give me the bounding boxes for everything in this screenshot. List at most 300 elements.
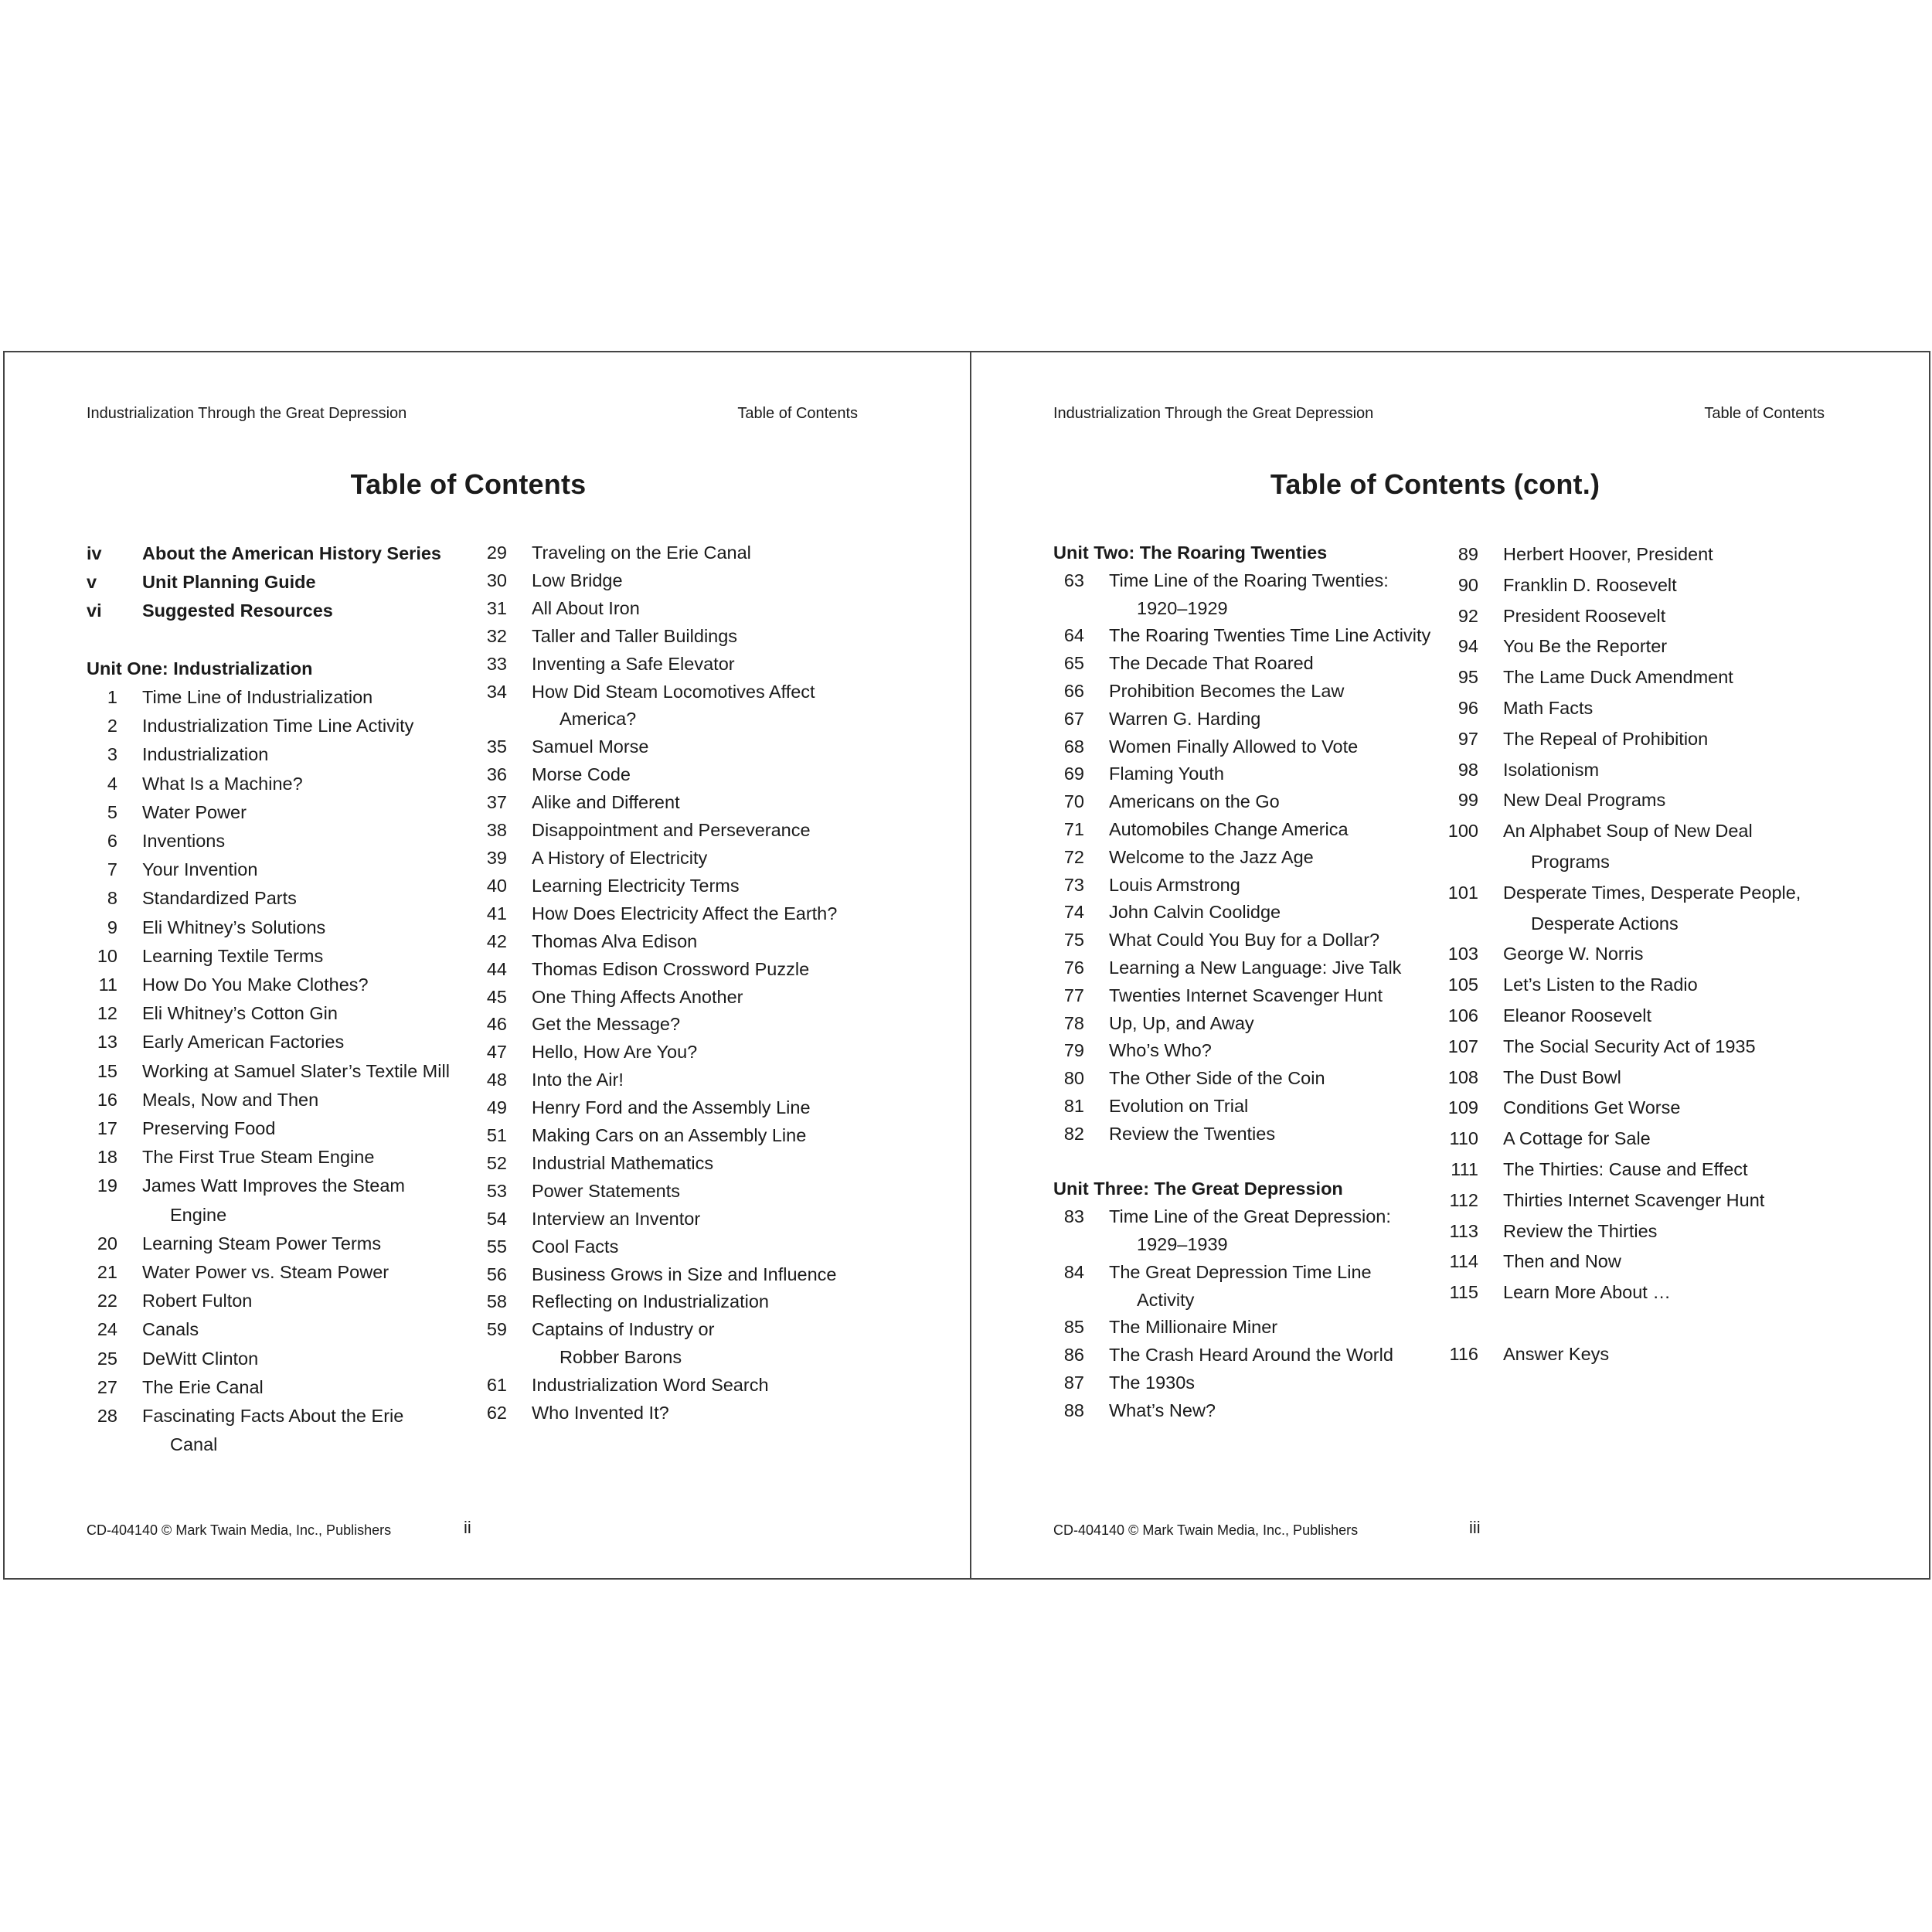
toc-entry-title: Water Power <box>142 801 247 822</box>
toc-entry <box>87 1114 473 1143</box>
toc-entry <box>87 1086 473 1114</box>
toc-page-number: 100 <box>1447 821 1478 842</box>
toc-entry <box>1053 816 1440 844</box>
toc-page-number: 27 <box>97 1376 117 1397</box>
toc-entry <box>87 1028 473 1056</box>
toc-page-number: 9 <box>107 917 117 937</box>
toc-entry <box>476 1066 940 1094</box>
toc-page-number: 28 <box>97 1406 117 1427</box>
toc-page-number: 16 <box>97 1089 117 1110</box>
toc-page-number: 70 <box>1063 791 1084 812</box>
toc-page-number: 12 <box>97 1003 117 1024</box>
toc-page-number: 48 <box>486 1070 507 1090</box>
toc-page-number: 113 <box>1449 1220 1478 1241</box>
toc-entry <box>1053 844 1440 872</box>
toc-entry-title: The Roaring Twenties Time Line Activity <box>1109 625 1431 646</box>
toc-page-number: 81 <box>1063 1095 1084 1116</box>
toc-entry-title: Prohibition Becomes the Law <box>1109 680 1345 701</box>
toc-entry <box>87 1402 473 1459</box>
toc-page-number: 46 <box>486 1014 507 1035</box>
toc-entry-title: Inventions <box>142 831 226 852</box>
toc-entry <box>1053 1037 1440 1065</box>
toc-page-number: 83 <box>1063 1206 1084 1227</box>
toc-page-number: 116 <box>1449 1343 1478 1364</box>
toc-column-2 <box>476 539 940 1427</box>
toc-entry-continuation: 1920–1929 <box>1137 597 1228 618</box>
toc-page-number: 99 <box>1458 790 1478 811</box>
toc-page-number: 3 <box>107 744 117 765</box>
toc-entry-title: Thirties Internet Scavenger Hunt <box>1503 1189 1765 1210</box>
toc-page-number: 76 <box>1063 957 1084 978</box>
toc-entry <box>476 1039 940 1066</box>
toc-page-number: 25 <box>97 1348 117 1369</box>
running-header-right: Table of Contents <box>1704 405 1825 422</box>
toc-page-number: 38 <box>486 820 507 841</box>
toc-page-number: 105 <box>1447 975 1478 995</box>
toc-page-number: 29 <box>486 543 507 563</box>
running-header-left: Industrialization Through the Great Depression <box>1053 405 1374 422</box>
footer-copyright: CD-404140 © Mark Twain Media, Inc., Publishers <box>1053 1522 1359 1538</box>
toc-entry-title: Learning Steam Power Terms <box>142 1233 382 1253</box>
toc-entry-title: Flaming Youth <box>1109 764 1224 784</box>
toc-entry-title: Review the Twenties <box>1109 1123 1276 1144</box>
toc-entry-title: Who Invented It? <box>532 1403 669 1423</box>
toc-page-number: 73 <box>1063 874 1084 895</box>
right-page <box>971 352 1932 1578</box>
toc-page-number: 51 <box>486 1125 507 1146</box>
toc-page-number: 32 <box>486 625 507 646</box>
toc-entry-title: James Watt Improves the Steam <box>142 1175 405 1196</box>
toc-entry <box>87 855 473 884</box>
toc-entry-title: Women Finally Allowed to Vote <box>1109 736 1359 757</box>
toc-entry <box>1447 939 1834 970</box>
toc-entry <box>87 1373 473 1402</box>
toc-entry <box>1053 1093 1440 1121</box>
toc-entry <box>1447 970 1834 1001</box>
toc-page-number: 33 <box>486 653 507 674</box>
toc-entry-title: Meals, Now and Then <box>142 1089 319 1110</box>
toc-spacer <box>87 626 473 655</box>
toc-entry <box>1447 570 1834 601</box>
toc-entry-title: Eli Whitney’s Solutions <box>142 917 326 937</box>
toc-entry-continuation: Canal <box>170 1434 218 1455</box>
toc-entry <box>476 845 940 872</box>
toc-page-number: 13 <box>97 1032 117 1053</box>
toc-entry <box>1053 1121 1440 1148</box>
toc-page-number: 40 <box>486 875 507 896</box>
toc-entry <box>1447 1185 1834 1216</box>
toc-page-number: 52 <box>486 1152 507 1173</box>
toc-entry <box>1447 1063 1834 1094</box>
toc-page-number: 17 <box>97 1118 117 1139</box>
book-spread <box>3 351 1930 1580</box>
toc-entry <box>1053 622 1440 650</box>
toc-page-number: 75 <box>1063 930 1084 951</box>
toc-page-number: 84 <box>1063 1261 1084 1282</box>
toc-entry-title: Conditions Get Worse <box>1503 1097 1681 1118</box>
toc-entry-title: About the American History Series <box>142 543 441 563</box>
toc-entry-continuation: Programs <box>1531 851 1610 872</box>
toc-page-number: 59 <box>486 1319 507 1340</box>
page-number: iii <box>1469 1518 1481 1537</box>
toc-entry-title: Taller and Taller Buildings <box>532 625 738 646</box>
toc-entry-title: Early American Factories <box>142 1032 345 1053</box>
unit-heading: Unit One: Industrialization <box>87 658 313 679</box>
toc-page-number: iv <box>87 543 102 563</box>
toc-entry <box>1447 878 1834 940</box>
toc-entry-title: Suggested Resources <box>142 600 333 621</box>
toc-entry <box>476 817 940 845</box>
footer-copyright: CD-404140 © Mark Twain Media, Inc., Publishers <box>87 1522 392 1538</box>
toc-entry-title: Power Statements <box>532 1180 681 1201</box>
toc-entry <box>1447 1247 1834 1277</box>
toc-entry <box>476 679 940 734</box>
toc-entry-title: Isolationism <box>1503 759 1600 780</box>
toc-page-number: 103 <box>1447 944 1478 964</box>
toc-entry <box>87 942 473 971</box>
toc-entry-title: John Calvin Coolidge <box>1109 902 1281 923</box>
toc-page-number: 90 <box>1458 574 1478 595</box>
toc-entry-title: Desperate Times, Desperate People, <box>1503 882 1801 903</box>
toc-entry-title: Standardized Parts <box>142 888 297 909</box>
toc-page-number: 78 <box>1063 1012 1084 1033</box>
toc-entry <box>476 956 940 984</box>
toc-entry-title: An Alphabet Soup of New Deal <box>1503 821 1753 842</box>
toc-entry-title: George W. Norris <box>1503 944 1644 964</box>
toc-page-number: 45 <box>486 986 507 1007</box>
toc-entry-title: The Crash Heard Around the World <box>1109 1345 1393 1366</box>
toc-entry <box>1447 1001 1834 1032</box>
toc-entry-title: All About Iron <box>532 597 640 618</box>
toc-entry-title: Warren G. Harding <box>1109 708 1261 729</box>
toc-entry <box>1053 733 1440 761</box>
toc-entry-title: Industrialization Word Search <box>532 1375 769 1396</box>
toc-entry <box>87 1143 473 1172</box>
toc-entry-title: Learning a New Language: Jive Talk <box>1109 957 1402 978</box>
toc-column-1 <box>1053 539 1440 1425</box>
toc-page-number: 94 <box>1458 636 1478 657</box>
toc-page-number: 44 <box>486 958 507 979</box>
toc-entry-title: Interview an Inventor <box>532 1208 701 1229</box>
toc-entry-title: Industrialization <box>142 744 269 765</box>
toc-page-number: 41 <box>486 903 507 923</box>
toc-entry-title: One Thing Affects Another <box>532 986 743 1007</box>
toc-entry <box>1447 631 1834 662</box>
toc-entry-title: Your Invention <box>142 859 258 880</box>
toc-entry-title: Americans on the Go <box>1109 791 1280 812</box>
toc-entry <box>1053 760 1440 788</box>
toc-entry-title: Reflecting on Industrialization <box>532 1291 769 1312</box>
toc-entry-title: Math Facts <box>1503 697 1594 718</box>
toc-page-number: 82 <box>1063 1123 1084 1144</box>
toc-page-number: vi <box>87 600 102 621</box>
toc-entry <box>1447 816 1834 878</box>
toc-entry-title: Evolution on Trial <box>1109 1095 1249 1116</box>
toc-page-number: 72 <box>1063 846 1084 867</box>
toc-page-number: 69 <box>1063 764 1084 784</box>
toc-entry-title: Traveling on the Erie Canal <box>532 543 751 563</box>
toc-page-number: 64 <box>1063 625 1084 646</box>
toc-page-number: 96 <box>1458 697 1478 718</box>
toc-entry <box>1447 601 1834 632</box>
toc-entry-title: How Does Electricity Affect the Earth? <box>532 903 838 923</box>
toc-entry-title: The Other Side of the Coin <box>1109 1068 1325 1089</box>
toc-entry-title: Industrial Mathematics <box>532 1152 714 1173</box>
toc-page-number: 10 <box>97 945 117 966</box>
toc-page-number: 77 <box>1063 985 1084 1005</box>
toc-entry <box>1053 1010 1440 1038</box>
toc-entry <box>87 1230 473 1258</box>
toc-entry-title: Henry Ford and the Assembly Line <box>532 1097 811 1118</box>
toc-entry-title: Captains of Industry or <box>532 1319 715 1340</box>
toc-entry <box>87 913 473 942</box>
toc-page-number: 36 <box>486 764 507 785</box>
toc-entry-title: The 1930s <box>1109 1372 1196 1393</box>
toc-entry <box>476 567 940 595</box>
toc-entry-title: Hello, How Are You? <box>532 1042 698 1063</box>
toc-page-number: 4 <box>107 773 117 794</box>
toc-entry <box>1053 788 1440 816</box>
toc-page-number: 42 <box>486 930 507 951</box>
toc-spacer <box>1447 1308 1834 1339</box>
toc-entry-title: Time Line of the Great Depression: <box>1109 1206 1391 1227</box>
toc-entry-title: How Did Steam Locomotives Affect <box>532 681 815 702</box>
toc-entry <box>1053 954 1440 982</box>
toc-page-number: 6 <box>107 831 117 852</box>
toc-entry <box>1447 785 1834 816</box>
toc-page-number: 110 <box>1449 1128 1478 1149</box>
toc-entry-title: What Could You Buy for a Dollar? <box>1109 930 1380 951</box>
toc-entry <box>1053 567 1440 623</box>
toc-page-number: 61 <box>486 1375 507 1396</box>
toc-entry-title: Time Line of Industrialization <box>142 687 373 707</box>
page-title: Table of Contents (cont.) <box>1270 468 1600 500</box>
toc-page-number: 53 <box>486 1180 507 1201</box>
toc-entry <box>1447 1093 1834 1124</box>
toc-page-number: 2 <box>107 716 117 736</box>
toc-entry-title: Thomas Edison Crossword Puzzle <box>532 958 810 979</box>
toc-column-2 <box>1447 539 1834 1370</box>
toc-entry-title: Water Power vs. Steam Power <box>142 1262 389 1283</box>
toc-entry-title: The Great Depression Time Line <box>1109 1261 1372 1282</box>
toc-entry <box>1447 1339 1834 1370</box>
toc-page-number: 11 <box>98 975 117 995</box>
toc-entry-title: A History of Electricity <box>532 847 708 868</box>
toc-entry-title: Eli Whitney’s Cotton Gin <box>142 1003 338 1024</box>
toc-entry <box>1053 650 1440 678</box>
toc-entry-title: DeWitt Clinton <box>142 1348 259 1369</box>
toc-entry <box>476 1206 940 1233</box>
toc-entry <box>476 1316 940 1372</box>
toc-page-number: 89 <box>1458 544 1478 564</box>
toc-page-number: 74 <box>1063 902 1084 923</box>
toc-entry-title: The First True Steam Engine <box>142 1147 375 1168</box>
toc-entry <box>1447 724 1834 755</box>
toc-page-number: 65 <box>1063 653 1084 674</box>
toc-entry <box>87 683 473 712</box>
toc-page-number: 5 <box>107 801 117 822</box>
toc-entry <box>87 1057 473 1086</box>
toc-page-number: 108 <box>1447 1066 1478 1087</box>
toc-page-number: 31 <box>486 597 507 618</box>
toc-page-number: 101 <box>1447 882 1478 903</box>
toc-entry-title: Time Line of the Roaring Twenties: <box>1109 570 1389 590</box>
toc-entry-title: Learning Electricity Terms <box>532 875 740 896</box>
toc-page-number: 55 <box>486 1236 507 1257</box>
toc-entry-title: A Cottage for Sale <box>1503 1128 1651 1149</box>
toc-entry <box>1447 1155 1834 1185</box>
toc-entry <box>1447 1216 1834 1247</box>
toc-page-number: 47 <box>486 1042 507 1063</box>
toc-entry <box>1447 1124 1834 1155</box>
toc-entry-title: Welcome to the Jazz Age <box>1109 846 1314 867</box>
toc-entry <box>476 1233 940 1261</box>
toc-page-number: 7 <box>107 859 117 880</box>
toc-entry <box>476 1372 940 1400</box>
toc-page-number: 30 <box>486 570 507 590</box>
toc-entry-title: Preserving Food <box>142 1118 276 1139</box>
toc-entry-title: Morse Code <box>532 764 631 785</box>
toc-entry <box>87 827 473 855</box>
toc-page-number: 62 <box>486 1403 507 1423</box>
toc-page-number: 92 <box>1458 605 1478 626</box>
toc-entry <box>87 1345 473 1373</box>
toc-entry <box>87 798 473 827</box>
toc-entry <box>1053 1397 1440 1425</box>
toc-page-number: 22 <box>97 1291 117 1311</box>
toc-entry-title: The Erie Canal <box>142 1376 264 1397</box>
toc-entry <box>87 1172 473 1229</box>
toc-entry <box>87 597 473 625</box>
toc-entry <box>476 984 940 1012</box>
toc-page-number: 111 <box>1451 1158 1478 1179</box>
toc-entry-title: The Thirties: Cause and Effect <box>1503 1158 1748 1179</box>
toc-entry <box>1447 1032 1834 1063</box>
toc-entry <box>1053 1314 1440 1342</box>
toc-entry <box>476 789 940 817</box>
toc-entry-continuation: Robber Barons <box>560 1347 682 1368</box>
toc-entry-title: The Lame Duck Amendment <box>1503 667 1733 688</box>
toc-entry <box>476 539 940 567</box>
toc-entry <box>1053 872 1440 900</box>
toc-page-number: 114 <box>1449 1251 1478 1272</box>
toc-entry <box>476 1011 940 1039</box>
toc-entry <box>1053 1259 1440 1315</box>
toc-entry-title: How Do You Make Clothes? <box>142 975 369 995</box>
toc-entry <box>87 1287 473 1315</box>
toc-page-number: 15 <box>97 1060 117 1081</box>
toc-entry-title: Disappointment and Perseverance <box>532 820 811 841</box>
toc-entry-continuation: Activity <box>1137 1289 1195 1310</box>
running-header-right: Table of Contents <box>737 405 858 422</box>
toc-page-number: 88 <box>1063 1400 1084 1420</box>
toc-page-number: 49 <box>486 1097 507 1118</box>
toc-entry <box>476 1150 940 1178</box>
toc-entry-title: What Is a Machine? <box>142 773 303 794</box>
toc-page-number: 115 <box>1449 1282 1478 1303</box>
toc-entry-title: Franklin D. Roosevelt <box>1503 574 1677 595</box>
toc-entry <box>1053 678 1440 706</box>
toc-entry-title: Working at Samuel Slater’s Textile Mill <box>142 1060 450 1081</box>
toc-entry-title: Fascinating Facts About the Erie <box>142 1406 404 1427</box>
toc-entry <box>87 539 473 568</box>
toc-entry-title: What’s New? <box>1109 1400 1216 1420</box>
toc-entry <box>1053 927 1440 954</box>
toc-entry-title: Into the Air! <box>532 1070 624 1090</box>
toc-entry <box>476 1122 940 1150</box>
toc-page-number: 35 <box>486 736 507 757</box>
toc-page-number: 107 <box>1447 1036 1478 1056</box>
toc-page-number: v <box>87 572 97 593</box>
toc-entry <box>476 651 940 679</box>
toc-entry-title: The Social Security Act of 1935 <box>1503 1036 1756 1056</box>
toc-entry-title: Business Grows in Size and Influence <box>532 1264 837 1284</box>
toc-page-number: 56 <box>486 1264 507 1284</box>
toc-entry <box>1447 693 1834 724</box>
toc-page-number: 87 <box>1063 1372 1084 1393</box>
toc-page-number: 66 <box>1063 680 1084 701</box>
toc-column-1 <box>87 539 473 1459</box>
toc-entry-title: Get the Message? <box>532 1014 681 1035</box>
toc-page-number: 37 <box>486 792 507 813</box>
running-header-left: Industrialization Through the Great Depression <box>87 405 407 422</box>
toc-page-number: 106 <box>1447 1005 1478 1026</box>
toc-page-number: 112 <box>1449 1189 1478 1210</box>
toc-entry <box>87 884 473 913</box>
toc-entry-title: Canals <box>142 1319 199 1340</box>
toc-entry <box>1447 662 1834 693</box>
toc-entry-continuation: America? <box>560 709 637 730</box>
toc-entry-title: The Dust Bowl <box>1503 1066 1621 1087</box>
toc-page-number: 85 <box>1063 1317 1084 1338</box>
toc-entry <box>476 733 940 761</box>
toc-entry <box>1053 1342 1440 1369</box>
toc-entry-title: You Be the Reporter <box>1503 636 1668 657</box>
toc-entry-title: Industrialization Time Line Activity <box>142 716 414 736</box>
toc-entry-title: Automobiles Change America <box>1109 818 1349 839</box>
toc-entry <box>87 1315 473 1344</box>
toc-entry-title: Cool Facts <box>532 1236 619 1257</box>
toc-spacer <box>1053 1148 1440 1176</box>
toc-entry-title: Herbert Hoover, President <box>1503 544 1713 564</box>
toc-page-number: 19 <box>97 1175 117 1196</box>
toc-entry <box>476 1178 940 1206</box>
toc-entry-title: Answer Keys <box>1503 1343 1610 1364</box>
toc-page-number: 54 <box>486 1208 507 1229</box>
toc-page-number: 21 <box>97 1262 117 1283</box>
toc-entry-title: Then and Now <box>1503 1251 1621 1272</box>
toc-entry-title: Eleanor Roosevelt <box>1503 1005 1652 1026</box>
toc-entry-title: Robert Fulton <box>142 1291 253 1311</box>
toc-entry-title: The Decade That Roared <box>1109 653 1314 674</box>
toc-entry-title: Learning Textile Terms <box>142 945 324 966</box>
toc-entry <box>87 999 473 1028</box>
toc-entry <box>1053 899 1440 927</box>
toc-entry-title: The Millionaire Miner <box>1109 1317 1278 1338</box>
toc-entry <box>476 761 940 789</box>
toc-page-number: 95 <box>1458 667 1478 688</box>
toc-entry-title: Low Bridge <box>532 570 623 590</box>
toc-entry <box>1053 706 1440 733</box>
toc-page-number: 86 <box>1063 1345 1084 1366</box>
toc-entry <box>1053 1065 1440 1093</box>
toc-page-number: 24 <box>97 1319 117 1340</box>
toc-entry-continuation: 1929–1939 <box>1137 1233 1228 1254</box>
toc-entry-title: Review the Thirties <box>1503 1220 1658 1241</box>
toc-entry <box>1053 1203 1440 1259</box>
toc-entry-title: Samuel Morse <box>532 736 649 757</box>
toc-entry <box>476 928 940 956</box>
